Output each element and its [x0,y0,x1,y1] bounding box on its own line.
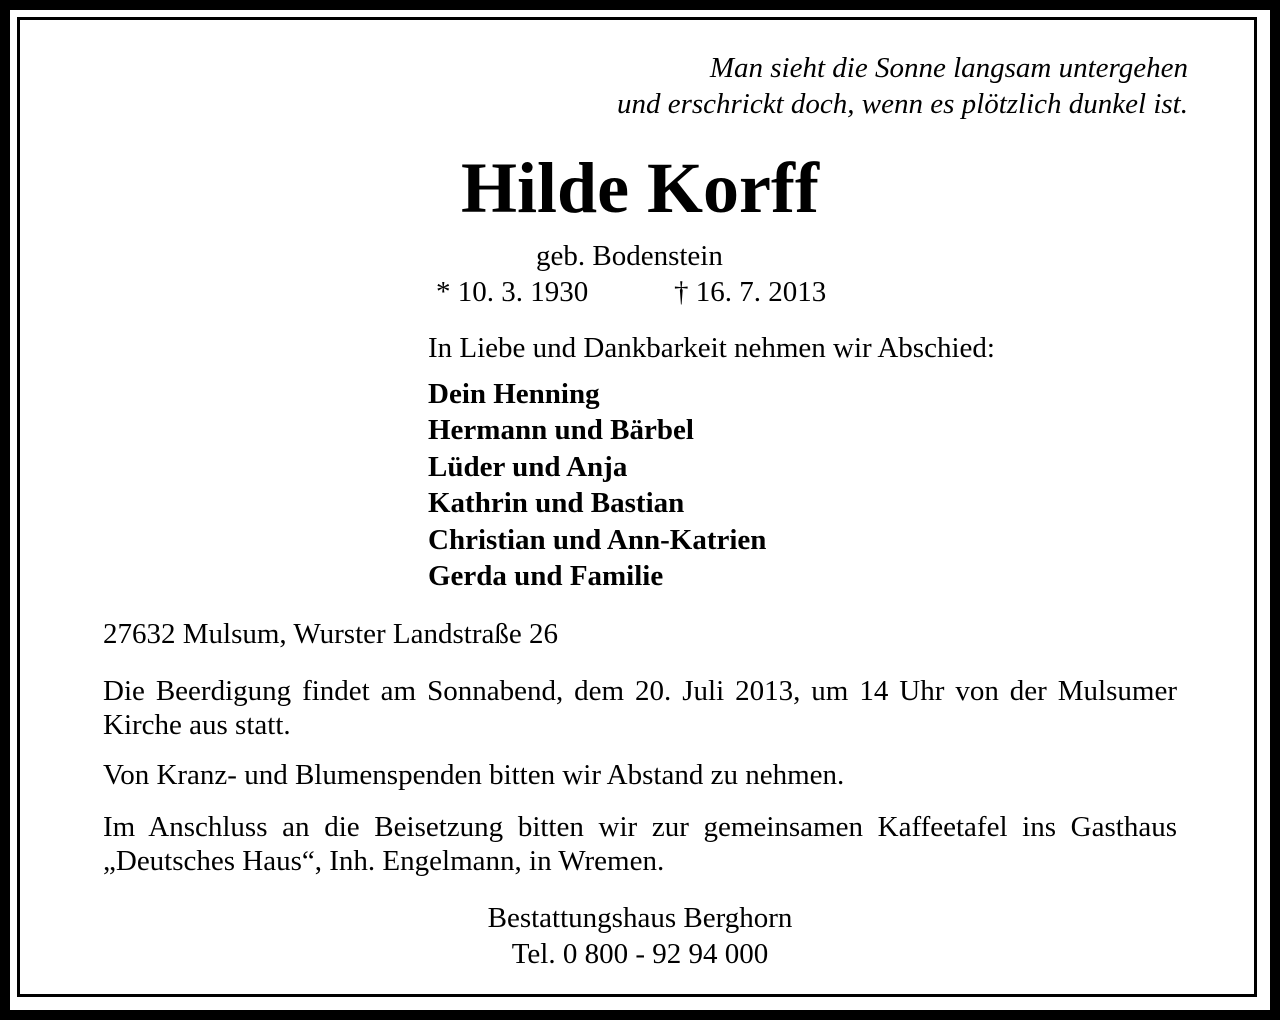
undertaker-name: Bestattungshaus Berghorn [487,902,793,934]
mourner-item: Lüder und Anja [428,450,628,483]
mourner-item: Dein Henning [428,378,600,410]
death-date: † 16. 7. 2013 [674,276,827,308]
maiden-name: geb. Bodenstein [536,240,723,272]
obituary-sheet [10,10,1270,1010]
mourner-item: Kathrin und Bastian [428,487,685,520]
reception-info: Im Anschluss an die Beisetzung bitten wir zur gemeinsamen Kaffeetafel ins Gasthaus „Deutsches Haus“, Inh. Engelmann, in Wremen. [103,811,1177,877]
flowers-note: Von Kranz- und Blumenspenden bitten wir Abstand zu nehmen. [103,759,845,791]
deceased-name: Hilde Korff [461,148,819,228]
mourners-list [428,376,766,594]
birth-date: * 10. 3. 1930 [436,276,589,308]
epigraph-quote [617,50,1188,122]
epigraph-line-1: Man sieht die Sonne langsam untergehen [709,52,1188,84]
funeral-info: Die Beerdigung findet am Sonnabend, dem 20. Juli 2013, um 14 Uhr von der Mulsumer Kirche aus statt. [103,675,1177,741]
mourner-item: Gerda und Familie [428,560,664,593]
epigraph-line-2: und erschrickt doch, wenn es plötzlich dunkel ist. [616,88,1188,120]
mourner-item: Christian und Ann-Katrien [428,523,767,556]
family-address: 27632 Mulsum, Wurster Landstraße 26 [103,618,558,650]
farewell-intro: In Liebe und Dankbarkeit nehmen wir Abschied: [428,332,995,364]
undertaker-phone: Tel. 0 800 - 92 94 000 [511,938,769,970]
undertaker-block [10,900,1270,972]
mourner-item: Hermann und Bärbel [428,414,694,447]
